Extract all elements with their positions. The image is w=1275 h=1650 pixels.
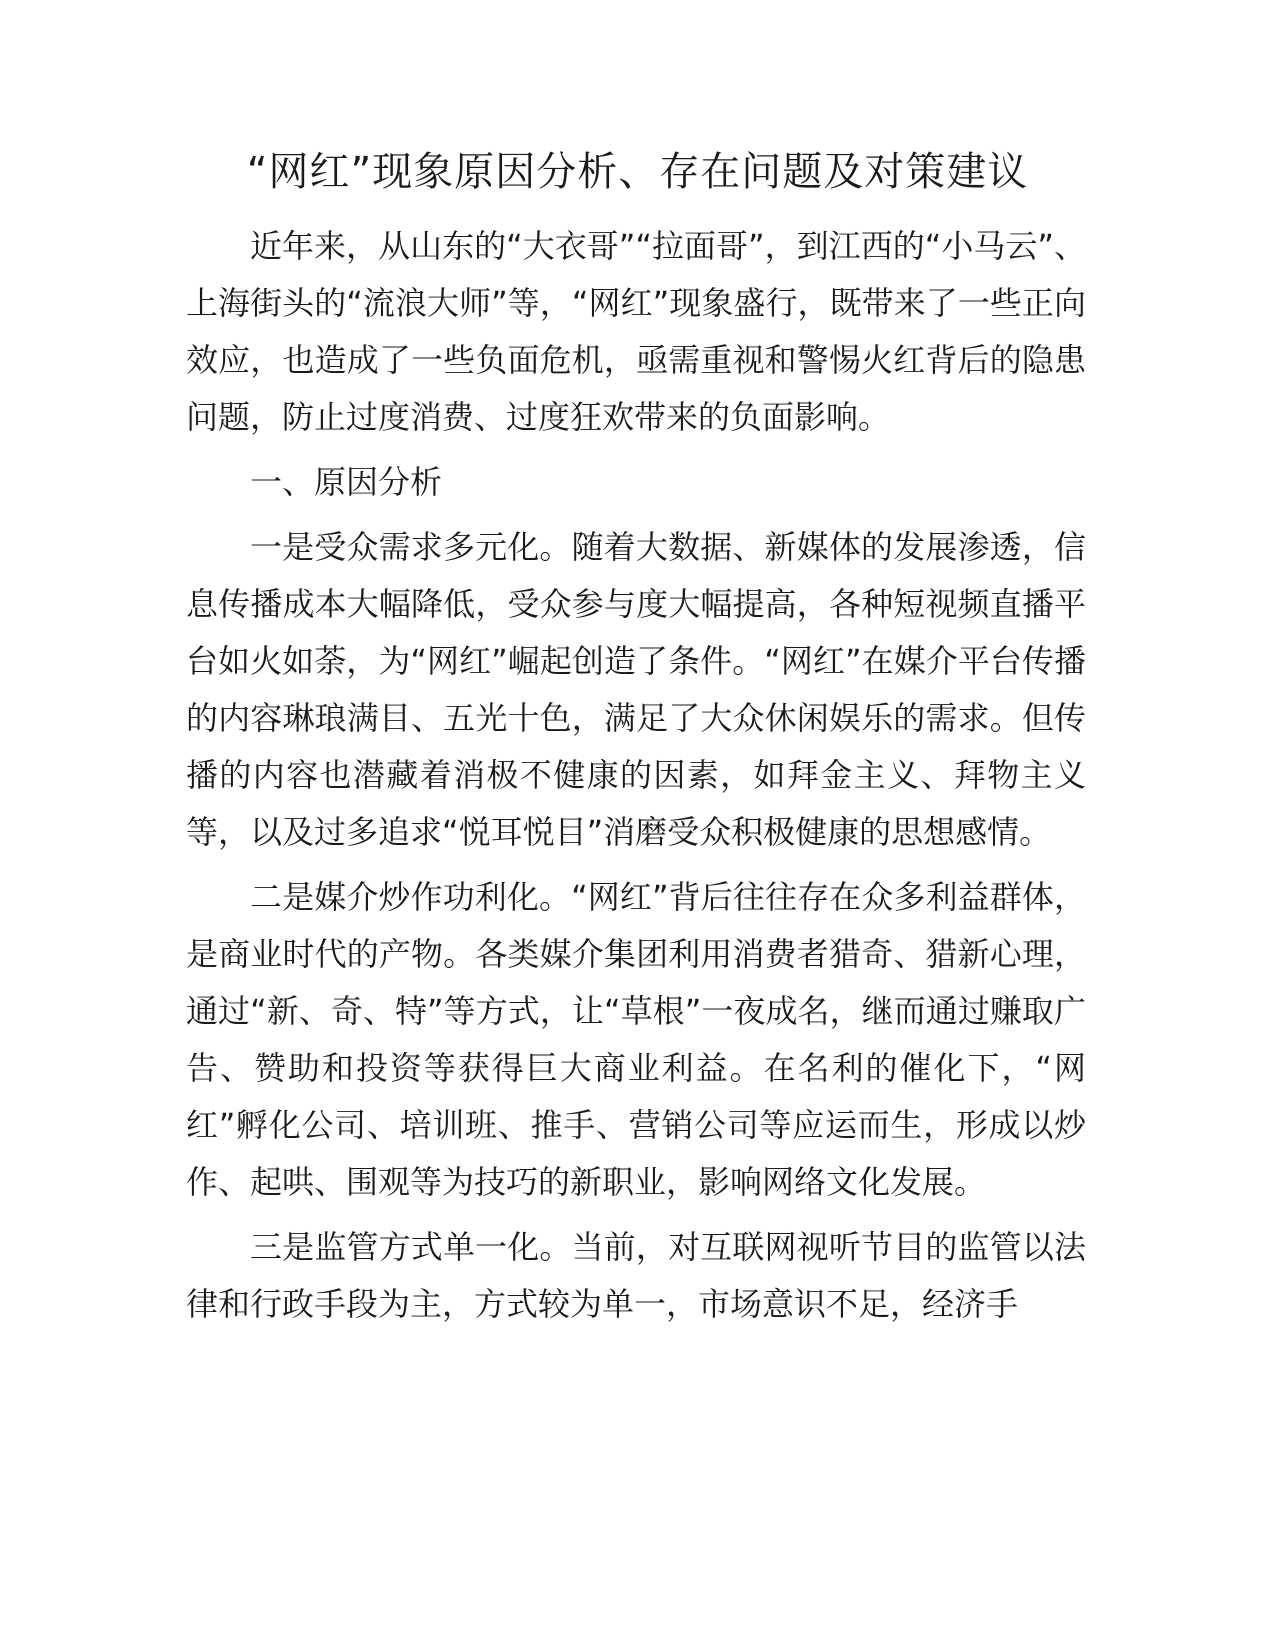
- paragraph-media-hype: 二是媒介炒作功利化。“网红”背后往往存在众多利益群体，是商业时代的产物。各类媒介集团利用消费者猎奇、猎新心理，通过“新、奇、特”等方式，让“草根”一夜成名，继而通过赚取广告、赞助和投资等获得巨大商业利益。在名利的催化下，“网红”孵化公司、培训班、推手、营销公司等应运而生，形成以炒作、起哄、围观等为技巧的新职业，影响网络文化发展。: [186, 878, 1086, 1201]
- paragraph-audience-demand: 一是受众需求多元化。随着大数据、新媒体的发展渗透，信息传播成本大幅降低，受众参与度大幅提高，各种短视频直播平台如火如荼，为“网红”崛起创造了条件。“网红”在媒介平台传播的内容琳琅满目、五光十色，满足了大众休闲娱乐的需求。但传播的内容也潜藏着消极不健康的因素，如拜金主义、拜物主义等，以及过多追求“悦耳悦目”消磨受众积极健康的思想感情。: [186, 528, 1086, 851]
- intro-paragraph: 近年来，从山东的“大衣哥”“拉面哥”，到江西的“小马云”、上海街头的“流浪大师”等，“网红”现象盛行，既带来了一些正向效应，也造成了一些负面危机，亟需重视和警惕火红背后的隐患问题，防止过度消费、过度狂欢带来的负面影响。: [186, 227, 1086, 436]
- document-title: “网红”现象原因分析、存在问题及对策建议: [246, 149, 1029, 195]
- paragraph-regulation: 三是监管方式单一化。当前，对互联网视听节目的监管以法律和行政手段为主，方式较为单一，市场意识不足，经济手: [186, 1228, 1086, 1323]
- document-body: [186, 218, 1086, 1341]
- section-heading: 一、原因分析: [250, 463, 443, 501]
